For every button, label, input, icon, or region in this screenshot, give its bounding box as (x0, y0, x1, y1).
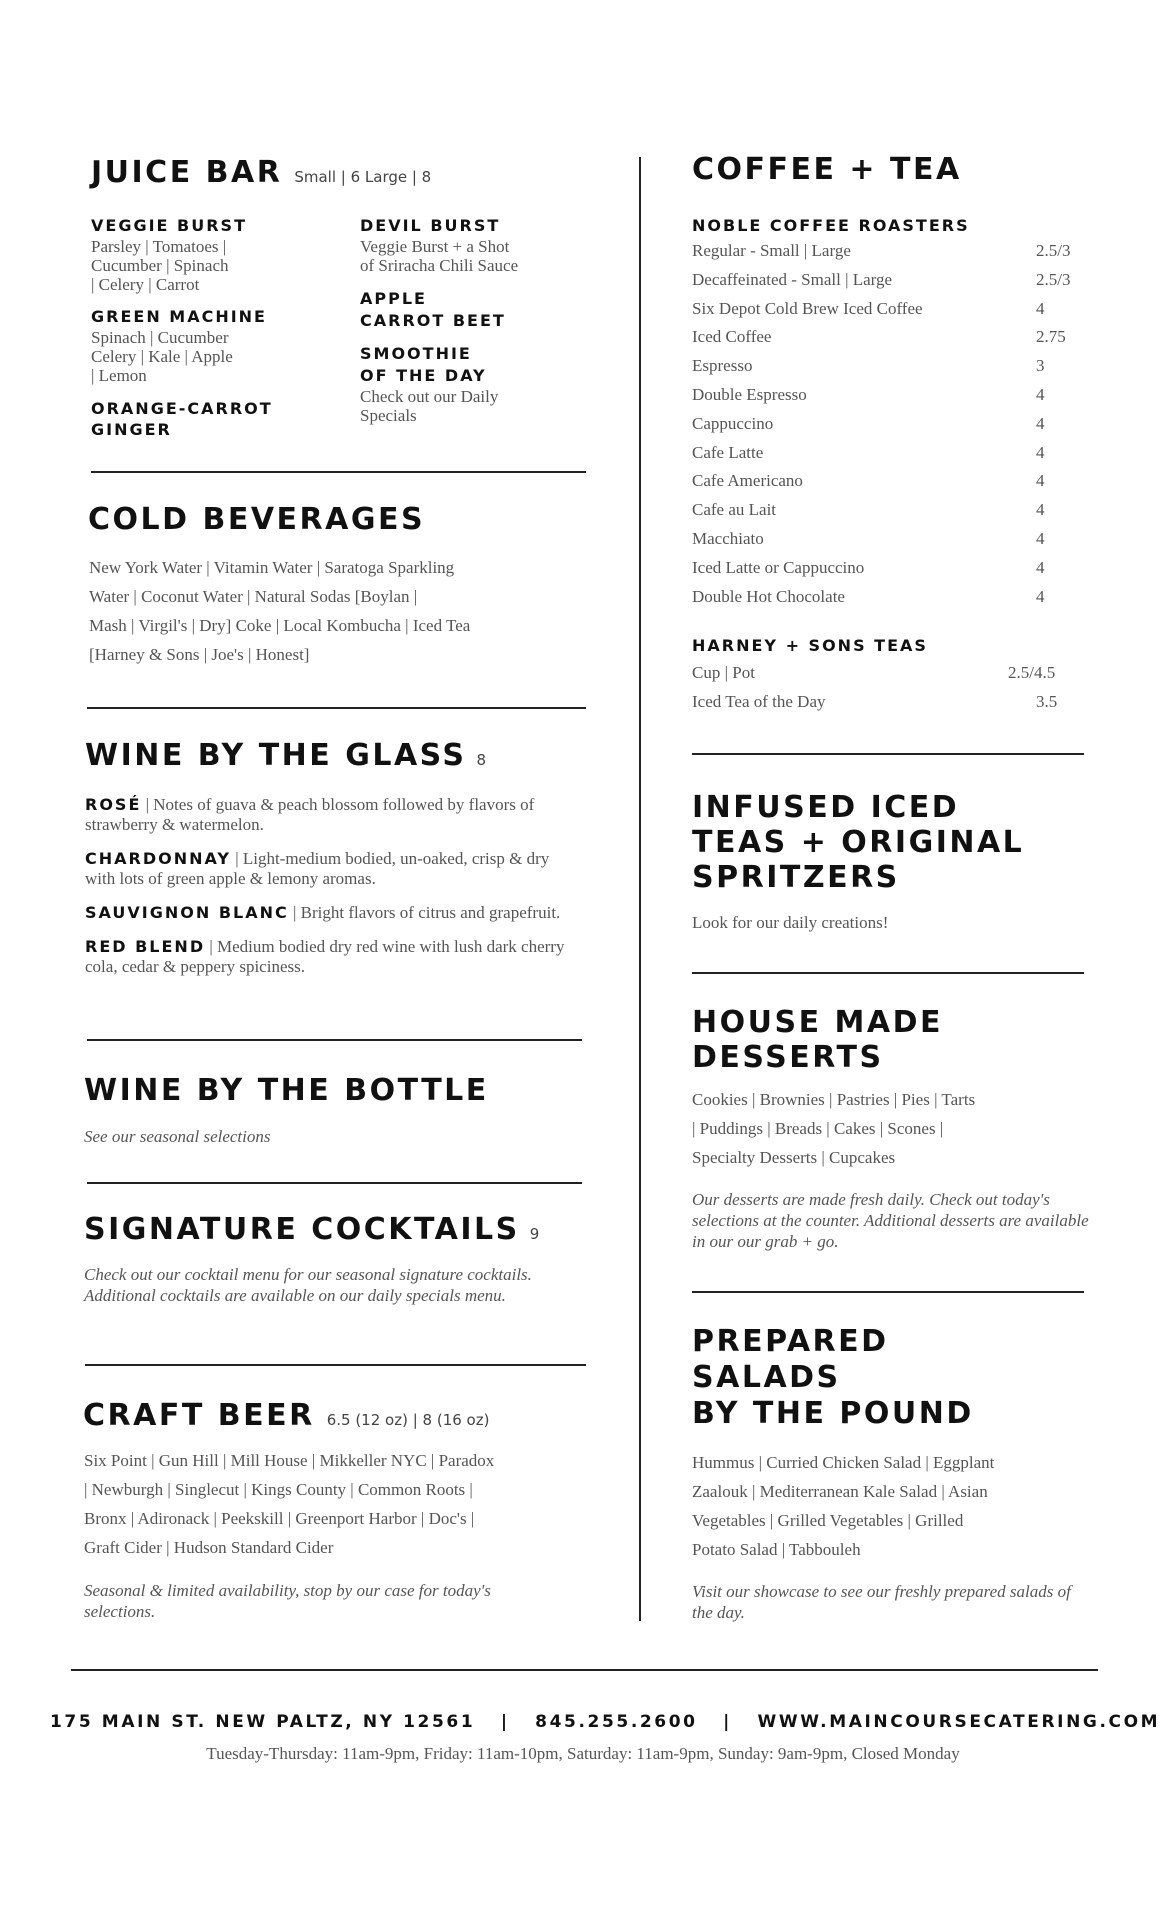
divider (692, 1291, 1084, 1293)
juice-item-desc: Parsley | Tomatoes | Cucumber | Spinach | Celery | Carrot (91, 236, 229, 294)
item-price: 4 (1036, 471, 1045, 491)
list-item (692, 356, 1084, 385)
salads-title: PREPARED SALADS BY THE POUND (692, 1324, 974, 1431)
list-item (692, 299, 1084, 328)
juice-bar-right-column (360, 216, 600, 425)
item-price: 2.5/3 (1036, 269, 1071, 289)
wine-desc: | Medium bodied dry red wine with lush dark cherry cola, cedar & peppery spiciness. (85, 937, 565, 976)
item-price: 4 (1036, 500, 1045, 520)
craft-beer-list: Six Point | Gun Hill | Mill House | Mikkeller NYC | Paradox | Newburgh | Singlecut | Kings County | Common Roots | Bronx | Adironack | Peekskill | Greenport Harbor | Doc's | Graft Cider | Hudson Standard Cider (84, 1451, 495, 1557)
divider (91, 471, 586, 473)
item-price: 4 (1036, 384, 1045, 404)
list-item (692, 443, 1084, 472)
wine-bottle-title: WINE BY THE BOTTLE (84, 1073, 489, 1108)
list-item (692, 471, 1084, 500)
divider (87, 1182, 582, 1184)
item-price: 4 (1036, 586, 1045, 606)
item-name: Espresso (692, 356, 753, 376)
cocktails-text: Check out our cocktail menu for our seasonal signature cocktails. Additional cocktails are available on our daily specials menu. (84, 1265, 532, 1305)
wine-name: SAUVIGNON BLANC (85, 903, 289, 922)
wine-desc: | Bright flavors of citrus and grapefruit. (288, 903, 561, 922)
list-item (692, 385, 1084, 414)
desserts-title: HOUSE MADE DESSERTS (692, 1005, 943, 1075)
item-price: 2.5/3 (1036, 241, 1071, 260)
list-item (85, 795, 565, 835)
juice-bar-title: JUICE BAR (91, 155, 283, 190)
item-price: 2.75 (1036, 327, 1066, 347)
juice-bar-sizes: Small | 6 Large | 8 (294, 168, 432, 186)
infused-text: Look for our daily creations! (692, 913, 889, 932)
list-item (692, 500, 1084, 529)
item-name: Cafe Latte (692, 442, 764, 462)
salads-note: Visit our showcase to see our freshly prepared salads of the day. (692, 1582, 1071, 1622)
juice-item (91, 216, 291, 294)
list-item (85, 937, 565, 977)
item-name: Cup | Pot (692, 663, 755, 682)
item-name: Six Depot Cold Brew Iced Coffee (692, 298, 923, 318)
item-name: Cafe au Lait (692, 500, 777, 520)
juice-item-name: GREEN MACHINE (91, 306, 267, 326)
wine-glass-header (85, 739, 486, 774)
cold-beverages-title: COLD BEVERAGES (88, 502, 426, 537)
item-price: 3.5 (1036, 691, 1058, 711)
item-price: 4 (1036, 528, 1045, 548)
desserts-list: Cookies | Brownies | Pastries | Pies | Tarts | Puddings | Breads | Cakes | Scones | Specialty Desserts | Cupcakes (692, 1090, 976, 1167)
item-name: Cappuccino (692, 413, 774, 433)
wine-bottle-text: See our seasonal selections (84, 1127, 271, 1146)
item-name: Regular - Small | Large (692, 241, 851, 260)
craft-beer-note: Seasonal & limited availability, stop by our case for today's selections. (84, 1581, 491, 1621)
wine-name: RED BLEND (85, 937, 206, 956)
list-item (692, 241, 1084, 270)
juice-item-desc: Spinach | Cucumber Celery | Kale | Apple | Lemon (91, 327, 233, 385)
craft-beer-header (83, 1399, 489, 1434)
juice-item-name: APPLE CARROT BEET (360, 288, 506, 330)
juice-item (91, 307, 291, 385)
wine-glass-title: WINE BY THE GLASS (85, 738, 467, 773)
list-item (692, 692, 1084, 721)
item-name: Iced Coffee (692, 327, 772, 347)
salads-list: Hummus | Curried Chicken Salad | Eggplant Zaalouk | Mediterranean Kale Salad | Asian Vegetables | Grilled Vegetables | Grilled Potato Salad | Tabbouleh (692, 1453, 995, 1559)
footer-hours: Tuesday-Thursday: 11am-9pm, Friday: 11am-10pm, Saturday: 11am-9pm, Sunday: 9am-9pm, Closed Monday (206, 1744, 960, 1763)
cocktails-header (84, 1213, 539, 1248)
item-name: Cafe Americano (692, 471, 803, 491)
juice-bar-header (91, 156, 431, 191)
item-price: 4 (1036, 557, 1045, 577)
footer-address: 175 MAIN ST. NEW PALTZ, NY 12561 | 845.255.2600 | WWW.MAINCOURSECATERING.COM (50, 1712, 1161, 1732)
item-name: Iced Latte or Cappuccino (692, 557, 865, 577)
cold-beverages-list: New York Water | Vitamin Water | Saratoga Sparkling Water | Coconut Water | Natural Sodas [Boylan | Mash | Virgil's | Dry] Coke | Local Kombucha | Iced Tea [Harney & Sons | Joe's | Honest] (89, 558, 471, 664)
item-name: Iced Tea of the Day (692, 691, 826, 711)
craft-beer-title: CRAFT BEER (83, 1398, 315, 1433)
juice-bar-left-column (91, 216, 291, 440)
item-name: Macchiato (692, 528, 764, 548)
item-name: Double Hot Chocolate (692, 586, 845, 606)
list-item (692, 663, 1084, 692)
list-item (692, 327, 1084, 356)
list-item (692, 414, 1084, 443)
divider (692, 972, 1084, 974)
divider (87, 1039, 582, 1041)
item-price: 4 (1036, 413, 1045, 433)
item-price: 2.5/4.5 (1008, 663, 1056, 682)
harney-teas-list (692, 663, 1084, 721)
wine-name: CHARDONNAY (85, 849, 231, 868)
juice-item-name: ORANGE-CARROT GINGER (91, 398, 273, 439)
cocktails-price: 9 (529, 1225, 540, 1243)
divider (85, 1364, 586, 1366)
coffee-tea-title: COFFEE + TEA (692, 152, 962, 187)
wine-glass-price: 8 (476, 751, 487, 769)
wine-desc: | Light-medium bodied, un-oaked, crisp & dry with lots of green apple & lemony aromas. (85, 849, 550, 888)
list-item (692, 587, 1084, 616)
juice-item-desc: Veggie Burst + a Shot of Sriracha Chili Sauce (360, 236, 519, 275)
item-name: Double Espresso (692, 384, 807, 404)
juice-item (360, 288, 600, 332)
noble-coffee-list (692, 241, 1084, 615)
list-item (85, 903, 565, 923)
list-item (692, 270, 1084, 299)
item-name: Decaffeinated - Small | Large (692, 269, 893, 289)
juice-item-name: VEGGIE BURST (91, 216, 247, 235)
noble-coffee-title: NOBLE COFFEE ROASTERS (692, 216, 970, 235)
juice-item-name: DEVIL BURST (360, 216, 501, 235)
harney-teas-title: HARNEY + SONS TEAS (692, 636, 928, 655)
juice-item-desc: Check out our Daily Specials (360, 386, 499, 425)
column-divider (639, 157, 641, 1621)
craft-beer-price: 6.5 (12 oz) | 8 (16 oz) (326, 1411, 490, 1429)
footer-divider (71, 1669, 1098, 1671)
infused-title: INFUSED ICED TEAS + ORIGINAL SPRITZERS (692, 790, 1025, 895)
list-item (692, 529, 1084, 558)
desserts-note: Our desserts are made fresh daily. Check out today's selections at the counter. Additional desserts are available in our our grab + go. (692, 1190, 1089, 1251)
wine-name: ROSÉ (85, 795, 142, 814)
item-price: 3 (1036, 356, 1045, 376)
juice-item (91, 398, 291, 440)
juice-item (360, 216, 600, 275)
wine-glass-list (85, 795, 565, 991)
item-price: 4 (1036, 442, 1045, 462)
divider (87, 707, 586, 709)
item-price: 4 (1036, 298, 1045, 318)
divider (692, 753, 1084, 755)
list-item (692, 558, 1084, 587)
list-item (85, 849, 565, 889)
wine-desc: | Notes of guava & peach blossom followed by flavors of strawberry & watermelon. (85, 795, 535, 834)
juice-item-name: SMOOTHIE OF THE DAY (360, 343, 487, 385)
juice-item (360, 343, 600, 425)
cocktails-title: SIGNATURE COCKTAILS (84, 1212, 520, 1247)
